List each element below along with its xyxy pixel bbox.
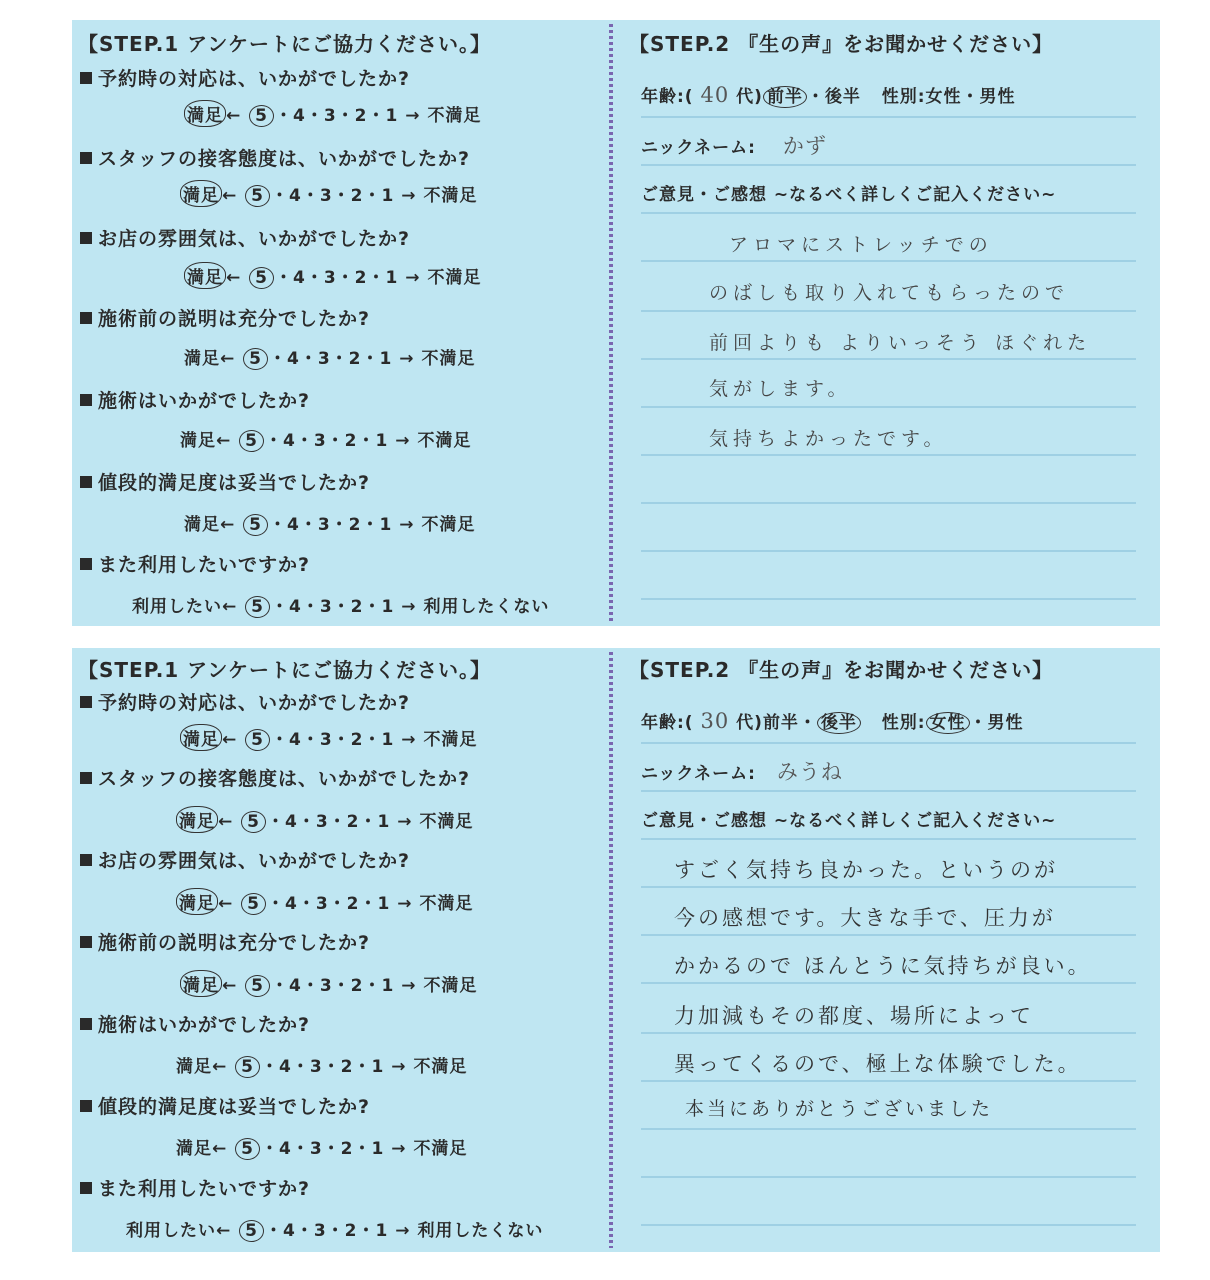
comment-line-3: かかるので ほんとうに気持ちが良い。 <box>674 954 1092 978</box>
ruled-line <box>641 358 1136 360</box>
ruled-line <box>641 310 1136 312</box>
selected-rating: 5 <box>249 105 274 127</box>
step2-panel <box>619 20 1160 626</box>
rating-scale-4: 満足← 5 ・4・3・2・1 → 不満足 <box>184 349 476 369</box>
selected-rating: 5 <box>235 1056 260 1078</box>
square-bullet-icon <box>80 1100 92 1112</box>
selected-rating: 5 <box>235 1138 260 1160</box>
half-selected: 前半 <box>763 86 807 108</box>
ruled-line <box>641 934 1136 936</box>
selected-rating: 5 <box>249 267 274 289</box>
rating-scale-5: 満足← 5 ・4・3・2・1 → 不満足 <box>176 1057 468 1077</box>
square-bullet-icon <box>80 696 92 708</box>
question-3: お店の雰囲気は、いかがでしたか? <box>80 846 410 873</box>
comment-line-2: 今の感想です。大きな手で、圧力が <box>674 906 1056 930</box>
selected-rating: 5 <box>243 348 268 370</box>
ruled-line <box>641 598 1136 600</box>
ruled-line <box>641 886 1136 888</box>
square-bullet-icon <box>80 854 92 866</box>
ruled-line <box>641 838 1136 840</box>
square-bullet-icon <box>80 1018 92 1030</box>
rating-scale-1: 満足 ← 5 ・4・3・2・1 → 不満足 <box>184 100 481 127</box>
selected-rating: 5 <box>245 729 270 751</box>
step2-title: 【STEP.2 『生の声』をお聞かせください】 <box>629 658 1054 682</box>
step1-title: 【STEP.1 アンケートにご協力ください。】 <box>78 658 491 682</box>
dotted-divider <box>609 652 613 1248</box>
comment-label: ご意見・ご感想 ~なるべく詳しくご記入ください~ <box>641 185 1057 205</box>
ruled-line <box>641 1176 1136 1178</box>
nickname-row: ニックネーム: かず <box>641 134 827 158</box>
survey-card-2 <box>72 648 1160 1252</box>
ruled-line <box>641 502 1136 504</box>
selected-rating: 5 <box>239 1220 264 1242</box>
question-1: 予約時の対応は、いかがでしたか? <box>80 688 410 715</box>
step2-title: 【STEP.2 『生の声』をお聞かせください】 <box>629 32 1054 56</box>
step1-panel <box>72 648 609 1252</box>
selected-rating: 5 <box>239 430 264 452</box>
square-bullet-icon <box>80 772 92 784</box>
question-4: 施術前の説明は充分でしたか? <box>80 928 370 955</box>
ruled-line <box>641 742 1136 744</box>
rating-scale-1: 満足 ← 5 ・4・3・2・1 → 不満足 <box>180 724 477 751</box>
comment-line-5: 異ってくるので、極上な体験でした。 <box>674 1052 1082 1076</box>
gender-selected: 女性 <box>926 712 970 734</box>
rating-scale-7: 利用したい← 5 ・4・3・2・1 → 利用したくない <box>126 1221 544 1241</box>
square-bullet-icon <box>80 394 92 406</box>
square-bullet-icon <box>80 476 92 488</box>
ruled-line <box>641 1080 1136 1082</box>
comment-line-1: アロマにストレッチでの <box>729 234 993 256</box>
ruled-line <box>641 212 1136 214</box>
age-gender-row: 年齢:( 30 代)前半・ 後半 性別: 女性 ・男性 <box>641 709 1024 733</box>
rating-scale-5: 満足← 5 ・4・3・2・1 → 不満足 <box>180 431 472 451</box>
rating-scale-3: 満足 ← 5 ・4・3・2・1 → 不満足 <box>184 262 481 289</box>
ruled-line <box>641 116 1136 118</box>
ruled-line <box>641 982 1136 984</box>
dotted-divider <box>609 24 613 622</box>
comment-line-4: 力加減もその都度、場所によって <box>674 1004 1034 1028</box>
rating-scale-4: 満足 ← 5 ・4・3・2・1 → 不満足 <box>180 970 477 997</box>
selected-rating: 5 <box>241 893 266 915</box>
selected-rating: 5 <box>245 596 270 618</box>
rating-scale-7: 利用したい← 5 ・4・3・2・1 → 利用したくない <box>132 597 550 617</box>
rating-scale-6: 満足← 5 ・4・3・2・1 → 不満足 <box>184 515 476 535</box>
comment-line-6: 本当にありがとうございました <box>685 1098 994 1120</box>
question-1: 予約時の対応は、いかがでしたか? <box>80 64 410 91</box>
rating-scale-6: 満足← 5 ・4・3・2・1 → 不満足 <box>176 1139 468 1159</box>
ruled-line <box>641 1032 1136 1034</box>
square-bullet-icon <box>80 72 92 84</box>
comment-line-3: 前回よりも よりいっそう ほぐれた <box>709 332 1092 354</box>
comment-line-4: 気がします。 <box>709 378 852 400</box>
step1-title: 【STEP.1 アンケートにご協力ください。】 <box>78 32 491 56</box>
step2-panel <box>619 648 1160 1252</box>
square-bullet-icon <box>80 1182 92 1194</box>
comment-line-5: 気持ちよかったです。 <box>709 428 948 450</box>
ruled-line <box>641 1128 1136 1130</box>
square-bullet-icon <box>80 936 92 948</box>
square-bullet-icon <box>80 558 92 570</box>
question-7: また利用したいですか? <box>80 1174 310 1201</box>
selected-rating: 5 <box>241 811 266 833</box>
age-value: 30 <box>700 709 730 733</box>
question-6: 値段的満足度は妥当でしたか? <box>80 1092 370 1119</box>
nickname-value: かず <box>782 134 827 158</box>
ruled-line <box>641 1224 1136 1226</box>
comment-line-1: すごく気持ち良かった。というのが <box>674 858 1058 882</box>
nickname-value: みうね <box>776 760 843 784</box>
half-selected: 後半 <box>817 712 861 734</box>
ruled-line <box>641 260 1136 262</box>
question-2: スタッフの接客態度は、いかがでしたか? <box>80 764 470 791</box>
question-6: 値段的満足度は妥当でしたか? <box>80 468 370 495</box>
ruled-line <box>641 790 1136 792</box>
question-4: 施術前の説明は充分でしたか? <box>80 304 370 331</box>
question-5: 施術はいかがでしたか? <box>80 1010 310 1037</box>
ruled-line <box>641 550 1136 552</box>
question-5: 施術はいかがでしたか? <box>80 386 310 413</box>
comment-label: ご意見・ご感想 ~なるべく詳しくご記入ください~ <box>641 811 1057 831</box>
question-3: お店の雰囲気は、いかがでしたか? <box>80 224 410 251</box>
square-bullet-icon <box>80 312 92 324</box>
selected-rating: 5 <box>245 185 270 207</box>
selected-rating: 5 <box>245 975 270 997</box>
square-bullet-icon <box>80 152 92 164</box>
question-7: また利用したいですか? <box>80 550 310 577</box>
ruled-line <box>641 454 1136 456</box>
age-value: 40 <box>700 83 730 107</box>
survey-card-1 <box>72 20 1160 626</box>
ruled-line <box>641 406 1136 408</box>
rating-scale-3: 満足 ← 5 ・4・3・2・1 → 不満足 <box>176 888 473 915</box>
question-2: スタッフの接客態度は、いかがでしたか? <box>80 144 470 171</box>
rating-scale-2: 満足 ← 5 ・4・3・2・1 → 不満足 <box>176 806 473 833</box>
ruled-line <box>641 164 1136 166</box>
square-bullet-icon <box>80 232 92 244</box>
rating-scale-2: 満足 ← 5 ・4・3・2・1 → 不満足 <box>180 180 477 207</box>
step1-panel <box>72 20 609 626</box>
selected-rating: 5 <box>243 514 268 536</box>
nickname-row: ニックネーム: みうね <box>641 760 843 784</box>
comment-line-2: のばしも取り入れてもらったので <box>709 282 1070 304</box>
age-gender-row: 年齢:( 40 代) 前半 ・後半 性別:女性・男性 <box>641 83 1016 107</box>
